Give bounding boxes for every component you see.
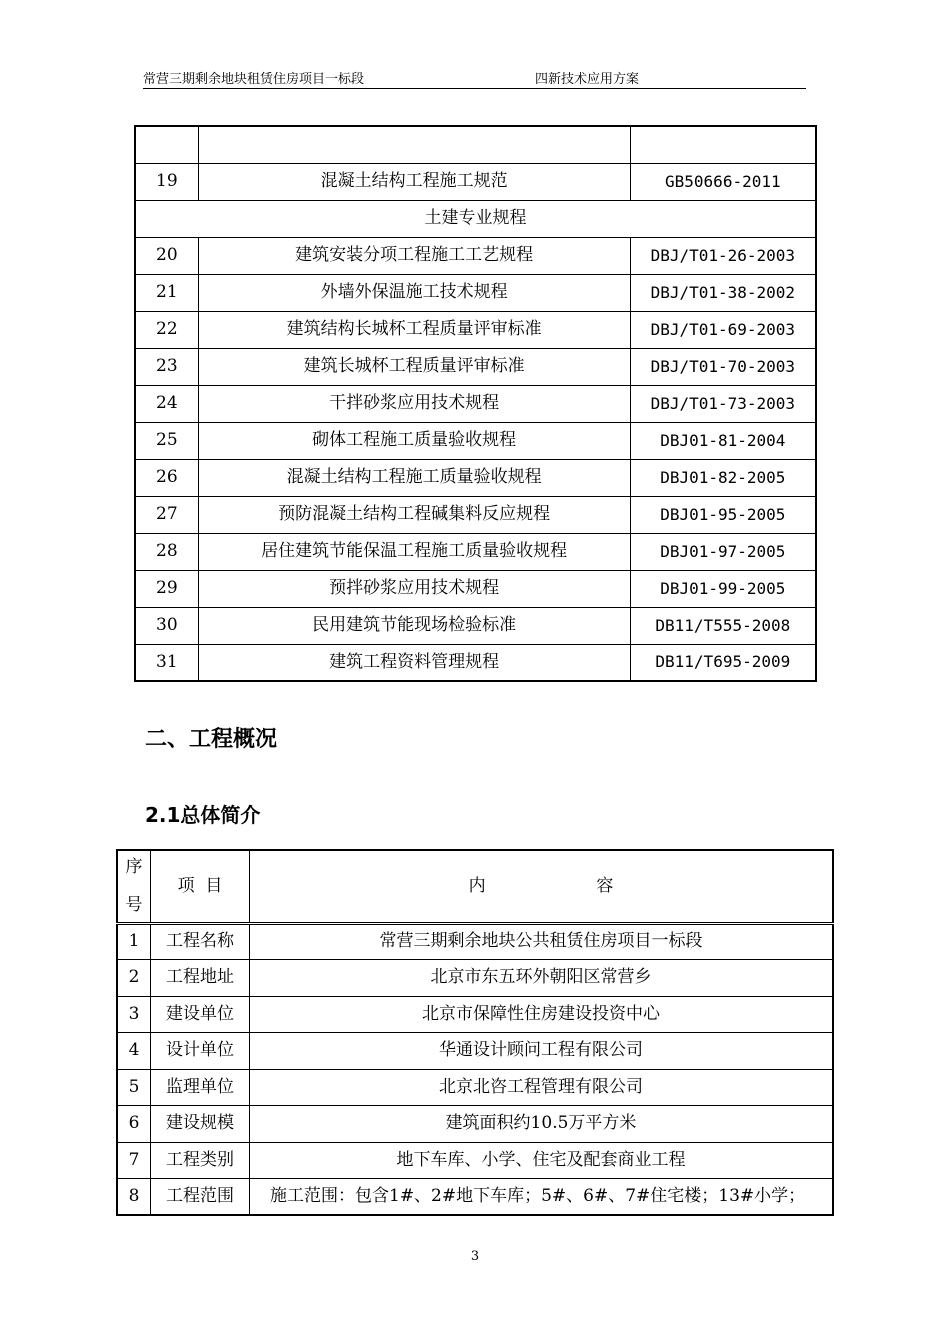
project-overview-table: [116, 849, 834, 1216]
standard-number: 22: [135, 311, 198, 348]
standard-number: 27: [135, 496, 198, 533]
table-row: [117, 960, 833, 997]
standard-name: 外墙外保温施工技术规程: [198, 274, 630, 311]
table-header-row: [117, 850, 833, 923]
header-document-title: 四新技术应用方案: [535, 72, 640, 87]
section-title: 二、工程概况: [145, 727, 278, 752]
page-number: 3: [470, 1249, 480, 1264]
standard-number: 25: [135, 422, 198, 459]
row-sequence: 3: [117, 996, 151, 1033]
table-row: [135, 163, 816, 200]
standard-number: 24: [135, 385, 198, 422]
table-row: [135, 644, 816, 681]
row-item: 建设单位: [151, 996, 250, 1033]
standard-code: DBJ/T01-38-2002: [630, 274, 816, 311]
standard-number: 19: [135, 163, 198, 200]
standard-name: 砌体工程施工质量验收规程: [198, 422, 630, 459]
table-row: [117, 1179, 833, 1216]
standard-code: DB11/T695-2009: [630, 644, 816, 681]
standard-code: DBJ/T01-26-2003: [630, 237, 816, 274]
row-content: 华通设计顾问工程有限公司: [250, 1033, 834, 1070]
row-item: 建设规模: [151, 1106, 250, 1143]
header-sequence: [117, 850, 151, 923]
standard-code: DB11/T555-2008: [630, 607, 816, 644]
header-item: 项 目: [151, 850, 250, 923]
standard-name: 建筑长城杯工程质量评审标准: [198, 348, 630, 385]
standard-code: DBJ01-81-2004: [630, 422, 816, 459]
table-row: [135, 348, 816, 385]
standard-number: 29: [135, 570, 198, 607]
header-project-name: 常营三期剩余地块租赁住房项目一标段: [143, 72, 365, 87]
standards-table: [134, 125, 817, 682]
row-content: 常营三期剩余地块公共租赁住房项目一标段: [250, 923, 834, 960]
row-sequence: 7: [117, 1142, 151, 1179]
row-sequence: 2: [117, 960, 151, 997]
standard-name: 预拌砂浆应用技术规程: [198, 570, 630, 607]
table-row: [117, 923, 833, 960]
header-sequence-line1: 序: [125, 857, 143, 878]
table-row: [135, 570, 816, 607]
table-row: [135, 496, 816, 533]
standard-code: DBJ01-97-2005: [630, 533, 816, 570]
table-row: [135, 607, 816, 644]
standard-name: 建筑安装分项工程施工工艺规程: [198, 237, 630, 274]
subsection-title: 2.1总体简介: [145, 803, 261, 827]
standard-code: DBJ01-99-2005: [630, 570, 816, 607]
standard-code: DBJ/T01-69-2003: [630, 311, 816, 348]
standard-number: 20: [135, 237, 198, 274]
table-row: [135, 422, 816, 459]
row-content: 北京市东五环外朝阳区常营乡: [250, 960, 834, 997]
table-row: [117, 996, 833, 1033]
standard-name: 干拌砂浆应用技术规程: [198, 385, 630, 422]
group-row: [135, 200, 816, 237]
table-row: [135, 274, 816, 311]
page-header: [143, 66, 806, 89]
table-row: [135, 533, 816, 570]
standard-number: [135, 126, 198, 163]
standard-code: [630, 126, 816, 163]
standard-name: 建筑工程资料管理规程: [198, 644, 630, 681]
standard-name: 混凝土结构工程施工质量验收规程: [198, 459, 630, 496]
row-content: 北京北咨工程管理有限公司: [250, 1069, 834, 1106]
standard-name: 预防混凝土结构工程碱集料反应规程: [198, 496, 630, 533]
row-item: 工程地址: [151, 960, 250, 997]
standard-number: 31: [135, 644, 198, 681]
standards-group-heading: 土建专业规程: [135, 200, 816, 237]
standard-code: DBJ/T01-73-2003: [630, 385, 816, 422]
row-content: 地下车库、小学、住宅及配套商业工程: [250, 1142, 834, 1179]
table-row: [117, 1142, 833, 1179]
table-row: [135, 385, 816, 422]
standard-number: 23: [135, 348, 198, 385]
row-item: 设计单位: [151, 1033, 250, 1070]
standard-number: 30: [135, 607, 198, 644]
row-content: 建筑面积约10.5万平方米: [250, 1106, 834, 1143]
row-item: 工程范围: [151, 1179, 250, 1216]
row-sequence: 5: [117, 1069, 151, 1106]
row-sequence: 4: [117, 1033, 151, 1070]
row-sequence: 6: [117, 1106, 151, 1143]
standard-name: 建筑结构长城杯工程质量评审标准: [198, 311, 630, 348]
table-row: [135, 311, 816, 348]
row-content: 北京市保障性住房建设投资中心: [250, 996, 834, 1033]
header-content-part2: 容: [596, 875, 614, 896]
standard-code: DBJ01-82-2005: [630, 459, 816, 496]
standard-name: 混凝土结构工程施工规范: [198, 163, 630, 200]
row-item: 监理单位: [151, 1069, 250, 1106]
row-item: 工程类别: [151, 1142, 250, 1179]
standard-number: 26: [135, 459, 198, 496]
standard-code: DBJ/T01-70-2003: [630, 348, 816, 385]
table-row: [117, 1033, 833, 1070]
row-content: 施工范围：包含1#、2#地下车库；5#、6#、7#住宅楼；13#小学；: [250, 1179, 834, 1216]
standard-name: 民用建筑节能现场检验标准: [198, 607, 630, 644]
standard-name: [198, 126, 630, 163]
standard-number: 21: [135, 274, 198, 311]
header-sequence-line2: 号: [125, 894, 143, 915]
standard-code: DBJ01-95-2005: [630, 496, 816, 533]
standard-code: GB50666-2011: [630, 163, 816, 200]
header-content: [250, 850, 834, 923]
header-content-part1: 内: [468, 875, 486, 896]
row-sequence: 8: [117, 1179, 151, 1216]
row-sequence: 1: [117, 923, 151, 960]
table-row: [135, 237, 816, 274]
standard-name: 居住建筑节能保温工程施工质量验收规程: [198, 533, 630, 570]
row-item: 工程名称: [151, 923, 250, 960]
table-row: [117, 1069, 833, 1106]
table-row: [117, 1106, 833, 1143]
table-row: [135, 126, 816, 163]
standard-number: 28: [135, 533, 198, 570]
table-row: [135, 459, 816, 496]
